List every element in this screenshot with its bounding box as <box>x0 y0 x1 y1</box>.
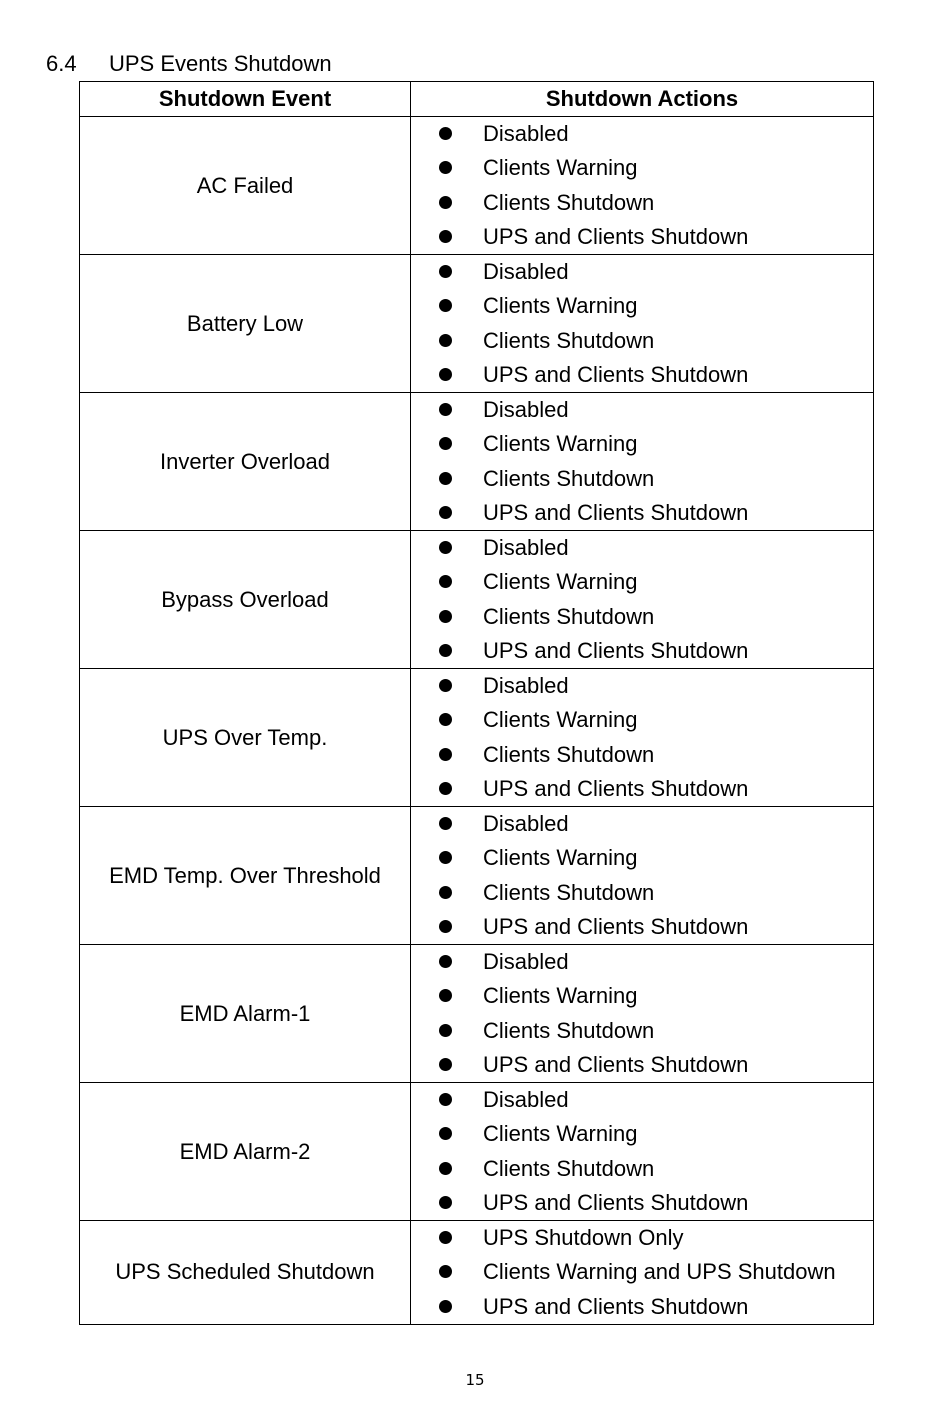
bullet-icon <box>439 1024 452 1037</box>
action-label: Disabled <box>483 1087 569 1112</box>
shutdown-event-cell: UPS Over Temp. <box>80 669 411 807</box>
action-list-item <box>411 393 873 427</box>
bullet-icon <box>439 403 452 416</box>
action-list-item <box>411 117 873 151</box>
bullet-icon <box>439 644 452 657</box>
action-label: UPS and Clients Shutdown <box>483 361 749 387</box>
section-title: UPS Events Shutdown <box>109 51 332 76</box>
bullet-icon <box>439 782 452 795</box>
bullet-icon <box>439 437 452 450</box>
action-label: UPS and Clients Shutdown <box>483 1293 749 1319</box>
table-row <box>80 393 874 531</box>
shutdown-event-cell: EMD Alarm-2 <box>80 1083 411 1221</box>
shutdown-actions-cell <box>411 945 874 1083</box>
actions-list <box>411 393 873 530</box>
shutdown-actions-cell <box>411 1083 874 1221</box>
shutdown-event-cell: Battery Low <box>80 255 411 393</box>
actions-list <box>411 117 873 254</box>
bullet-icon <box>439 1300 452 1313</box>
action-list-item <box>411 1014 873 1048</box>
action-label: UPS and Clients Shutdown <box>483 223 749 249</box>
action-label: UPS and Clients Shutdown <box>483 637 749 663</box>
action-list-item <box>411 151 873 185</box>
shutdown-actions-cell <box>411 807 874 945</box>
bullet-icon <box>439 748 452 761</box>
action-list-item <box>411 496 873 530</box>
action-list-item <box>411 669 873 703</box>
bullet-icon <box>439 1093 452 1106</box>
bullet-icon <box>439 679 452 692</box>
action-label: Clients Warning <box>483 569 638 595</box>
action-list-item <box>411 772 873 806</box>
bullet-icon <box>439 1265 452 1278</box>
action-list-item <box>411 1117 873 1151</box>
action-label: UPS and Clients Shutdown <box>483 499 749 525</box>
action-label: Clients Shutdown <box>483 1155 655 1181</box>
action-label: Disabled <box>483 949 569 974</box>
table-row <box>80 945 874 1083</box>
action-list-item <box>411 358 873 392</box>
actions-list <box>411 945 873 1082</box>
shutdown-events-table <box>79 81 874 1325</box>
action-label: UPS and Clients Shutdown <box>483 1189 749 1215</box>
shutdown-event-cell: EMD Temp. Over Threshold <box>80 807 411 945</box>
action-list-item <box>411 289 873 323</box>
table-row <box>80 117 874 255</box>
section-heading <box>46 50 332 78</box>
action-label: Clients Shutdown <box>483 327 655 353</box>
bullet-icon <box>439 472 452 485</box>
action-list-item <box>411 703 873 737</box>
action-list-item <box>411 462 873 496</box>
action-label: Disabled <box>483 673 569 698</box>
action-label: UPS Shutdown Only <box>483 1225 684 1250</box>
bullet-icon <box>439 541 452 554</box>
action-label: Clients Shutdown <box>483 465 655 491</box>
action-list-item <box>411 807 873 841</box>
action-label: Clients Warning <box>483 707 638 733</box>
action-label: UPS and Clients Shutdown <box>483 775 749 801</box>
action-list-item <box>411 876 873 910</box>
bullet-icon <box>439 230 452 243</box>
table-header-row <box>80 82 874 117</box>
bullet-icon <box>439 1231 452 1244</box>
action-list-item <box>411 634 873 668</box>
bullet-icon <box>439 610 452 623</box>
bullet-icon <box>439 1058 452 1071</box>
action-label: Clients Warning <box>483 431 638 457</box>
action-list-item <box>411 255 873 289</box>
action-list-item <box>411 324 873 358</box>
action-label: Disabled <box>483 397 569 422</box>
action-label: Clients Shutdown <box>483 1017 655 1043</box>
actions-list <box>411 531 873 668</box>
shutdown-actions-cell <box>411 531 874 669</box>
action-label: Clients Shutdown <box>483 603 655 629</box>
action-list-item <box>411 1255 873 1289</box>
action-list-item <box>411 1083 873 1117</box>
bullet-icon <box>439 265 452 278</box>
action-list-item <box>411 1048 873 1082</box>
table-row <box>80 255 874 393</box>
action-list-item <box>411 1186 873 1220</box>
shutdown-actions-cell <box>411 669 874 807</box>
bullet-icon <box>439 506 452 519</box>
table-row <box>80 807 874 945</box>
action-list-item <box>411 186 873 220</box>
action-label: Disabled <box>483 535 569 560</box>
bullet-icon <box>439 334 452 347</box>
action-label: Clients Warning <box>483 845 638 871</box>
actions-list <box>411 1221 873 1324</box>
shutdown-event-cell: EMD Alarm-1 <box>80 945 411 1083</box>
action-list-item <box>411 841 873 875</box>
action-label: Clients Warning and UPS Shutdown <box>483 1259 836 1285</box>
action-list-item <box>411 427 873 461</box>
action-label: Clients Warning <box>483 1121 638 1147</box>
action-list-item <box>411 979 873 1013</box>
bullet-icon <box>439 851 452 864</box>
actions-list <box>411 255 873 392</box>
bullet-icon <box>439 920 452 933</box>
bullet-icon <box>439 989 452 1002</box>
bullet-icon <box>439 127 452 140</box>
action-label: Disabled <box>483 121 569 146</box>
header-shutdown-event: Shutdown Event <box>80 82 411 117</box>
bullet-icon <box>439 1196 452 1209</box>
actions-list <box>411 1083 873 1220</box>
actions-list <box>411 807 873 944</box>
header-shutdown-actions: Shutdown Actions <box>411 82 874 117</box>
bullet-icon <box>439 161 452 174</box>
shutdown-event-cell: Bypass Overload <box>80 531 411 669</box>
table-row <box>80 669 874 807</box>
action-label: Clients Warning <box>483 293 638 319</box>
table-row <box>80 1083 874 1221</box>
shutdown-actions-cell <box>411 117 874 255</box>
bullet-icon <box>439 368 452 381</box>
shutdown-actions-cell <box>411 393 874 531</box>
table-body <box>80 117 874 1325</box>
action-label: UPS and Clients Shutdown <box>483 1051 749 1077</box>
shutdown-event-cell: Inverter Overload <box>80 393 411 531</box>
actions-list <box>411 669 873 806</box>
bullet-icon <box>439 196 452 209</box>
action-list-item <box>411 738 873 772</box>
action-label: Clients Shutdown <box>483 741 655 767</box>
page-number: 15 <box>465 1371 485 1389</box>
shutdown-event-cell: UPS Scheduled Shutdown <box>80 1221 411 1325</box>
bullet-icon <box>439 713 452 726</box>
bullet-icon <box>439 886 452 899</box>
action-list-item <box>411 1152 873 1186</box>
action-list-item <box>411 945 873 979</box>
bullet-icon <box>439 575 452 588</box>
action-label: Disabled <box>483 259 569 284</box>
action-list-item <box>411 910 873 944</box>
bullet-icon <box>439 299 452 312</box>
table-row <box>80 531 874 669</box>
bullet-icon <box>439 817 452 830</box>
shutdown-event-cell: AC Failed <box>80 117 411 255</box>
action-list-item <box>411 600 873 634</box>
action-label: Clients Shutdown <box>483 879 655 905</box>
action-label: Disabled <box>483 811 569 836</box>
action-list-item <box>411 531 873 565</box>
action-list-item <box>411 565 873 599</box>
action-label: Clients Shutdown <box>483 189 655 215</box>
action-label: Clients Warning <box>483 155 638 181</box>
bullet-icon <box>439 955 452 968</box>
action-label: UPS and Clients Shutdown <box>483 913 749 939</box>
table-row <box>80 1221 874 1325</box>
bullet-icon <box>439 1162 452 1175</box>
action-list-item <box>411 1221 873 1255</box>
action-label: Clients Warning <box>483 983 638 1009</box>
section-number: 6.4 <box>46 51 77 76</box>
shutdown-actions-cell <box>411 255 874 393</box>
bullet-icon <box>439 1127 452 1140</box>
action-list-item <box>411 1290 873 1324</box>
shutdown-actions-cell <box>411 1221 874 1325</box>
action-list-item <box>411 220 873 254</box>
